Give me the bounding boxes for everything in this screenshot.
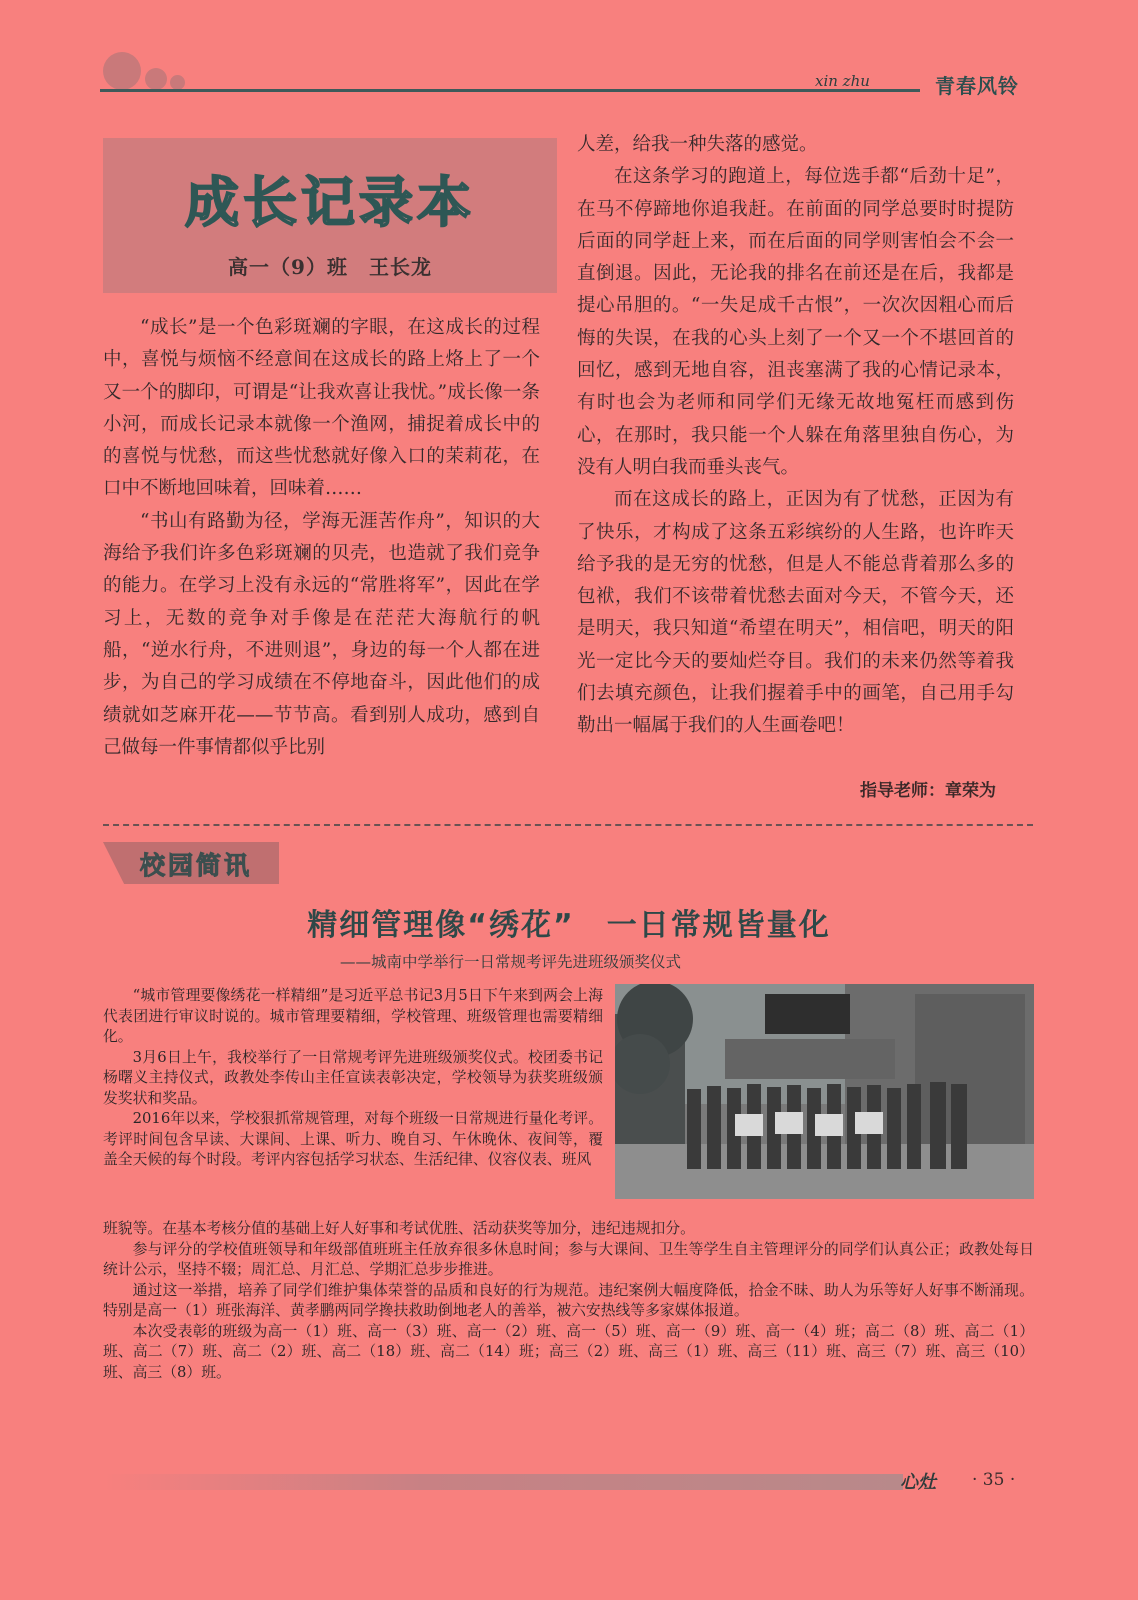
header-rule (100, 89, 920, 92)
essay-teacher-credit: 指导老师：章荣为 (860, 781, 996, 801)
news-photo-illustration (615, 984, 1034, 1199)
essay-paragraph-continued: 人差，给我一种失落的感觉。 (577, 134, 818, 155)
news-wrapped-column (103, 986, 603, 1171)
essay-title-box (103, 138, 557, 293)
essay-title: 成长记录本 (185, 171, 475, 234)
news-paragraph: 参与评分的学校值班领导和年级部值班班主任放弃很多休息时间；参与大课间、卫生等学生自主管理评分的同学们认真公正；政教处每日统计公示，坚持不辍；周汇总、月汇总、学期汇总步步推进。 (103, 1240, 1034, 1278)
essay-paragraph: 在这条学习的跑道上，每位选手都“后劲十足”，在马不停蹄地你追我赶。在前面的同学总要时时提防后面的同学赶上来，而在后面的同学则害怕会不会一直倒退。因此，无论我的排名在前还是在后，我都是提心吊胆的。“一失足成千古恨”，一次次因粗心而后悔的失误，在我的心头上刻了一个又一个不堪回首的回忆，感到无地自容，沮丧塞满了我的心情记录本，有时也会为老师和同学们无缘无故地冤枉而感到伤心，在那时，我只能一个人躲在角落里独自伤心，为没有人明白我而垂头丧气。 (577, 166, 1014, 478)
news-paragraph: 2016年以来，学校狠抓常规管理，对每个班级一日常规进行量化考评。考评时间包含早读、大课间、上课、听力、晚自习、午休晚休、夜间等，覆盖全天候的每个时段。考评内容包括学习状态、生活纪律、仪容仪表、班风 (103, 1110, 603, 1168)
news-paragraph: “城市管理要像绣花一样精细”是习近平总书记3月5日下午来到两会上海代表团进行审议时说的。城市管理要精细，学校管理、班级管理也需要精细化。 (103, 987, 603, 1045)
news-full-column (103, 1219, 1034, 1383)
header-latin: xin zhu (815, 72, 870, 90)
section-tab-label: 校园简讯 (140, 851, 253, 880)
essay-right-column (577, 129, 1014, 743)
essay-byline: 高一（9）班 王长龙 (228, 255, 432, 279)
footer-bar (103, 1474, 903, 1490)
news-paragraph: 本次受表彰的班级为高一（1）班、高一（3）班、高一（2）班、高一（5）班、高一（9）班、高一（4）班；高二（8）班、高二（1）班、高二（7）班、高二（2）班、高二（18）班、高二（14）班；高三（2）班、高三（1）班、高三（11）班、高三（7）班、高三（10）班、高三（8）班。 (103, 1322, 1034, 1381)
decor-circle-large (103, 52, 141, 90)
news-paragraph: 通过这一举措，培养了同学们维护集体荣誉的品质和良好的行为规范。违纪案例大幅度降低，拾金不昧、助人为乐等好人好事不断涌现。特别是高一（1）班张海洋、黄孝鹏两同学搀扶救助倒地老人的善举，被六安热线等多家媒体报道。 (103, 1281, 1034, 1319)
news-title: 精细管理像“绣花” 一日常规皆量化 (307, 908, 831, 943)
decor-circle-small (170, 75, 185, 90)
essay-paragraph: “成长”是一个色彩斑斓的字眼，在这成长的过程中，喜悦与烦恼不经意间在这成长的路上烙上了一个又一个的脚印，可谓是“让我欢喜让我忧。”成长像一条小河，而成长记录本就像一个渔网，捕捉着成长中的的喜悦与忧愁，而这些忧愁就好像入口的茉莉花，在口中不断地回味着，回味着…… (103, 317, 540, 500)
news-paragraph-continued: 班貌等。在基本考核分值的基础上好人好事和考试优胜、活动获奖等加分，违纪违规扣分。 (103, 1220, 695, 1237)
section-divider (103, 824, 1033, 826)
footer-logo: 心灶 (900, 1472, 936, 1493)
news-subtitle: ——城南中学举行一日常规考评先进班级颁奖仪式 (340, 953, 682, 971)
essay-left-column (103, 312, 540, 764)
header-column-name: 青春风铃 (935, 74, 1019, 98)
news-photo (615, 984, 1034, 1199)
essay-paragraph: 而在这成长的路上，正因为有了忧愁，正因为有了快乐，才构成了这条五彩缤纷的人生路，也许昨天给予我的是无穷的忧愁，但是人不能总背着那么多的包袱，我们不该带着忧愁去面对今天，不管今天，还是明天，我只知道“希望在明天”，相信吧，明天的阳光一定比今天的要灿烂夺目。我们的未来仍然等着我们去填充颜色，让我们握着手中的画笔，自己用手勾勒出一幅属于我们的人生画卷吧！ (577, 489, 1014, 737)
decor-circle-medium (145, 68, 167, 90)
essay-paragraph: “书山有路勤为径，学海无涯苦作舟”，知识的大海给予我们许多色彩斑斓的贝壳，也造就了我们竞争的能力。在学习上没有永远的“常胜将军”，因此在学习上，无数的竞争对手像是在茫茫大海航行的帆船，“逆水行舟，不进则退”，身边的每一个人都在进步，为自己的学习成绩在不停地奋斗，因此他们的成绩就如芝麻开花——节节高。看到别人成功，感到自己做每一件事情都似乎比别 (103, 510, 540, 758)
page-number: · 35 · (972, 1470, 1016, 1490)
news-paragraph: 3月6日上午，我校举行了一日常规考评先进班级颁奖仪式。校团委书记杨曙义主持仪式，政教处李传山主任宣读表彰决定，学校领导为获奖班级颁发奖状和奖品。 (103, 1048, 603, 1107)
